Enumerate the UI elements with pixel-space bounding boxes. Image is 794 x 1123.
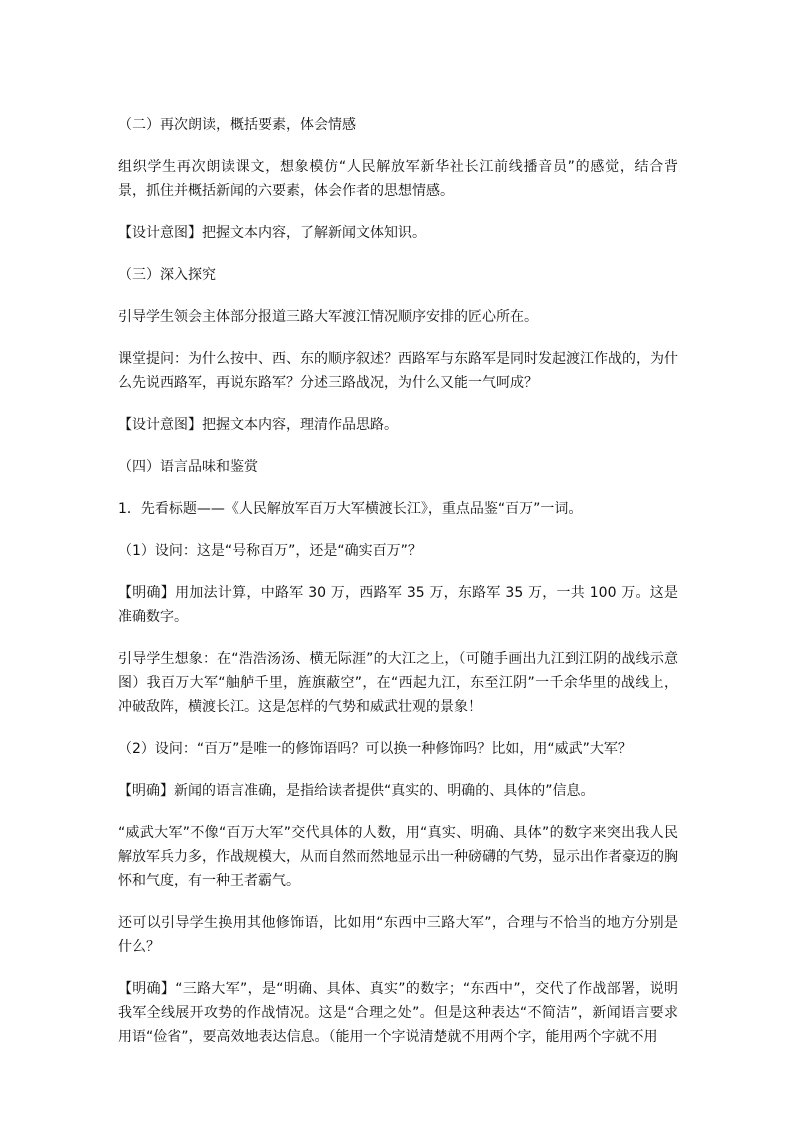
design-intent-1: 【设计意图】把握文本内容，了解新闻文体知识。 xyxy=(118,225,426,241)
paragraph-class-question: 课堂提问：为什么按中、西、东的顺序叙述？西路军与东路军是同时发起渡江作战的，为什么先说西路军，再说东路军？分述三路战况，为什么又能一气呵成？ xyxy=(118,351,678,391)
answer-1: 【明确】用加法计算，中路军 30 万，西路军 35 万，东路军 35 万，一共 100 万。这是准确数字。 xyxy=(118,585,678,625)
answer-3: 【明确】“三路大军”，是“明确、具体、真实”的数字；“东西中”，交代了作战部署，说明我军全线展开攻势的作战情况。这是“合理之处”。但是这种表达“不简洁”，新闻语言要求用语“俭省”，要高效地表达信息。（能用一个字说清楚就不用两个字，能用两个字就不用 xyxy=(118,981,678,1045)
paragraph-imagine: 引导学生想象：在“浩浩汤汤、横无际涯”的大江之上，（可随手画出九江到江阴的战线示意图）我百万大军“舳舻千里，旌旗蔽空”，在“西起九江，东至江阴”一千余华里的战线上，冲破敌阵，横渡长江。这是怎样的气势和威武壮观的景象！ xyxy=(118,651,678,715)
paragraph-title-analysis: 1．先看标题——《人民解放军百万大军横渡长江》，重点品鉴“百万”一词。 xyxy=(118,501,583,517)
paragraph-other-modifiers: 还可以引导学生换用其他修饰语，比如用“东西中三路大军”，合理与不恰当的地方分别是什么？ xyxy=(118,915,678,955)
answer-2: 【明确】新闻的语言准确，是指给读者提供“真实的、明确的、具体的”信息。 xyxy=(118,783,595,799)
question-2: （2）设问：“百万”是唯一的修饰语吗？可以换一种修饰吗？比如，用“威武”大军？ xyxy=(118,741,632,757)
section-heading-4: （四）语言品味和鉴赏 xyxy=(118,459,258,475)
question-1: （1）设问：这是“号称百万”，还是“确实百万”？ xyxy=(118,543,422,559)
section-heading-3: （三）深入探究 xyxy=(118,267,216,283)
paragraph-guide-order: 引导学生领会主体部分报道三路大军渡江情况顺序安排的匠心所在。 xyxy=(118,309,538,325)
design-intent-2: 【设计意图】把握文本内容，理清作品思路。 xyxy=(118,417,398,433)
paragraph-weiwu-explanation: “威武大军”不像“百万大军”交代具体的人数，用“真实、明确、具体”的数字来突出我人民解放军兵力多，作战规模大，从而自然而然地显示出一种磅礴的气势，显示出作者豪迈的胸怀和气度，有一种王者霸气。 xyxy=(118,825,678,889)
section-heading-2: （二）再次朗读，概括要素，体会情感 xyxy=(118,117,356,133)
paragraph-reread-instruction: 组织学生再次朗读课文，想象模仿“人民解放军新华社长江前线播音员”的感觉，结合背景，抓住并概括新闻的六要素，体会作者的思想情感。 xyxy=(118,159,678,199)
document-page xyxy=(118,113,678,1067)
